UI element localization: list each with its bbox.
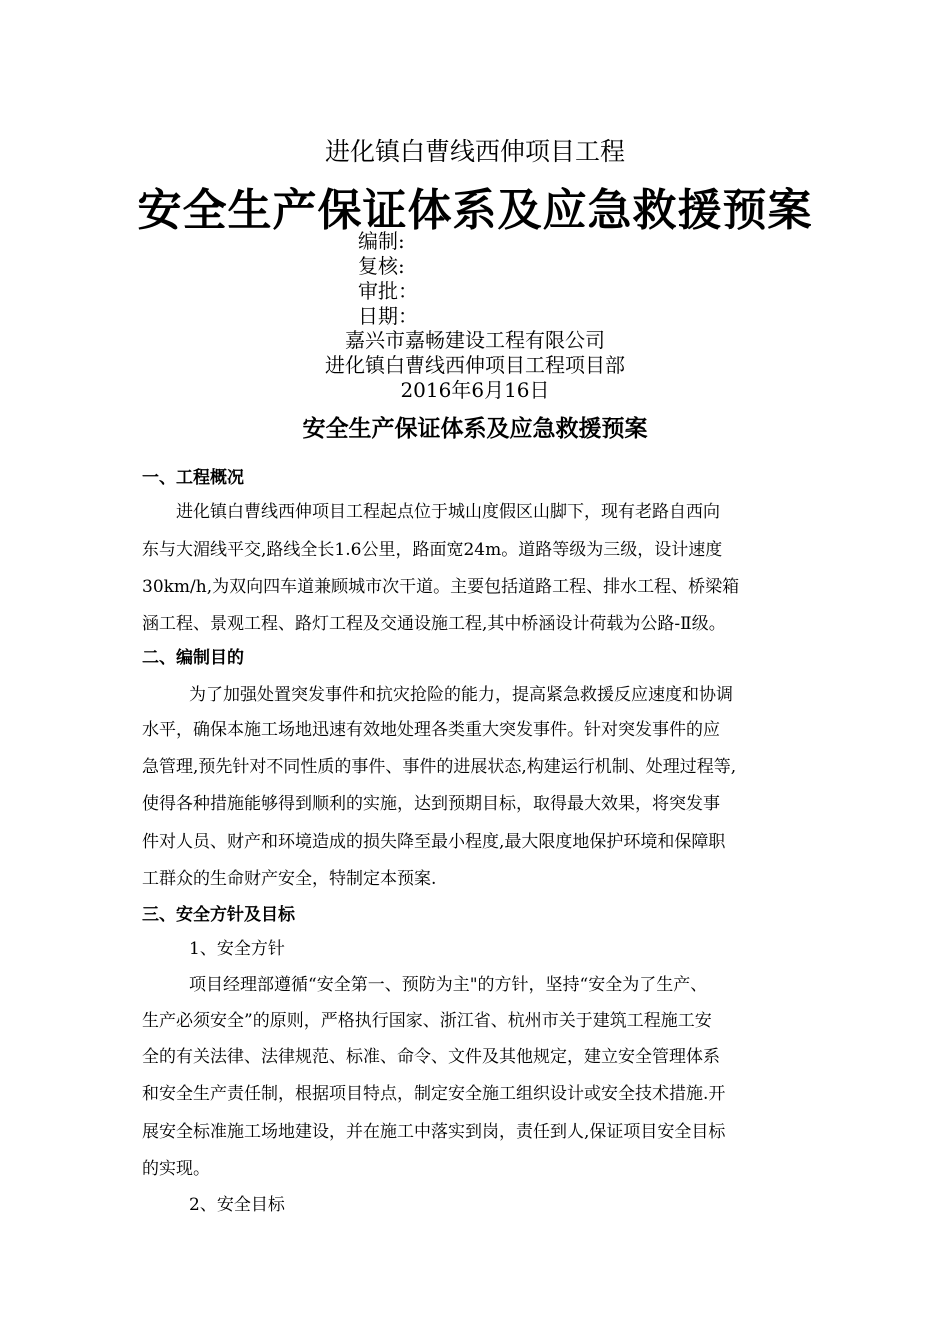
section-heading-policy-goals: 三、安全方针及目标 — [142, 905, 295, 925]
paragraph-line: 涵工程、景观工程、路灯工程及交通设施工程,其中桥涵设计荷载为公路-Ⅱ级。 — [142, 614, 726, 634]
paragraph-line: 展安全标准施工场地建设，并在施工中落实到岗，责任到人,保证项目安全目标 — [142, 1122, 726, 1142]
section-heading-overview: 一、工程概况 — [142, 468, 244, 488]
sign-field-approved-by: 审批： — [358, 279, 418, 303]
paragraph-line: 使得各种措施能够得到顺利的实施，达到预期目标，取得最大效果，将突发事 — [142, 794, 720, 814]
paragraph-line: 的实现。 — [142, 1159, 210, 1179]
cover-date: 2016年6月16日 — [400, 378, 550, 402]
sign-field-reviewed-by: 复核: — [358, 254, 405, 278]
paragraph-line: 东与大湄线平交,路线全长1.6公里，路面宽24m。道路等级为三级，设计速度 — [142, 540, 723, 560]
paragraph-line: 为了加强处置突发事件和抗灾抢险的能力，提高紧急救援反应速度和协调 — [189, 685, 733, 705]
paragraph-line: 急管理,预先针对不同性质的事件、事件的进展状态,构建运行机制、处理过程等, — [142, 757, 737, 777]
company-name: 嘉兴市嘉畅建设工程有限公司 — [345, 328, 605, 352]
subsection-heading-goals: 2、安全目标 — [189, 1195, 285, 1215]
subsection-heading-policy: 1、安全方针 — [189, 939, 285, 959]
paragraph-line: 生产必须安全”的原则，严格执行国家、浙江省、杭州市关于建筑工程施工安 — [142, 1011, 712, 1031]
paragraph-line: 30km/h,为双向四车道兼顾城市次干道。主要包括道路工程、排水工程、桥梁箱 — [142, 577, 740, 597]
paragraph-line: 水平，确保本施工场地迅速有效地处理各类重大突发事件。针对突发事件的应 — [142, 720, 720, 740]
sign-field-prepared-by: 编制: — [358, 229, 405, 253]
paragraph-line: 件对人员、财产和环境造成的损失降至最小程度,最大限度地保护环境和保障职 — [142, 832, 726, 852]
cover-title: 安全生产保证体系及应急救援预案 — [137, 185, 813, 236]
paragraph-line: 全的有关法律、法律规范、标准、命令、文件及其他规定，建立安全管理体系 — [142, 1047, 720, 1067]
document-heading: 安全生产保证体系及应急救援预案 — [302, 416, 648, 442]
paragraph-line: 工群众的生命财产安全，特制定本预案. — [142, 869, 437, 889]
cover-subtitle: 进化镇白曹线西伸项目工程 — [324, 137, 625, 166]
section-heading-purpose: 二、编制目的 — [142, 648, 244, 668]
paragraph-line: 进化镇白曹线西伸项目工程起点位于城山度假区山脚下，现有老路自西向 — [176, 502, 720, 522]
sign-field-date: 日期： — [358, 304, 418, 328]
paragraph-line: 和安全生产责任制，根据项目特点，制定安全施工组织设计或安全技术措施.开 — [142, 1084, 726, 1104]
paragraph-line: 项目经理部遵循“安全第一、预防为主"的方针，坚持“安全为了生产、 — [189, 975, 708, 995]
department-name: 进化镇白曹线西伸项目工程项目部 — [325, 353, 625, 377]
